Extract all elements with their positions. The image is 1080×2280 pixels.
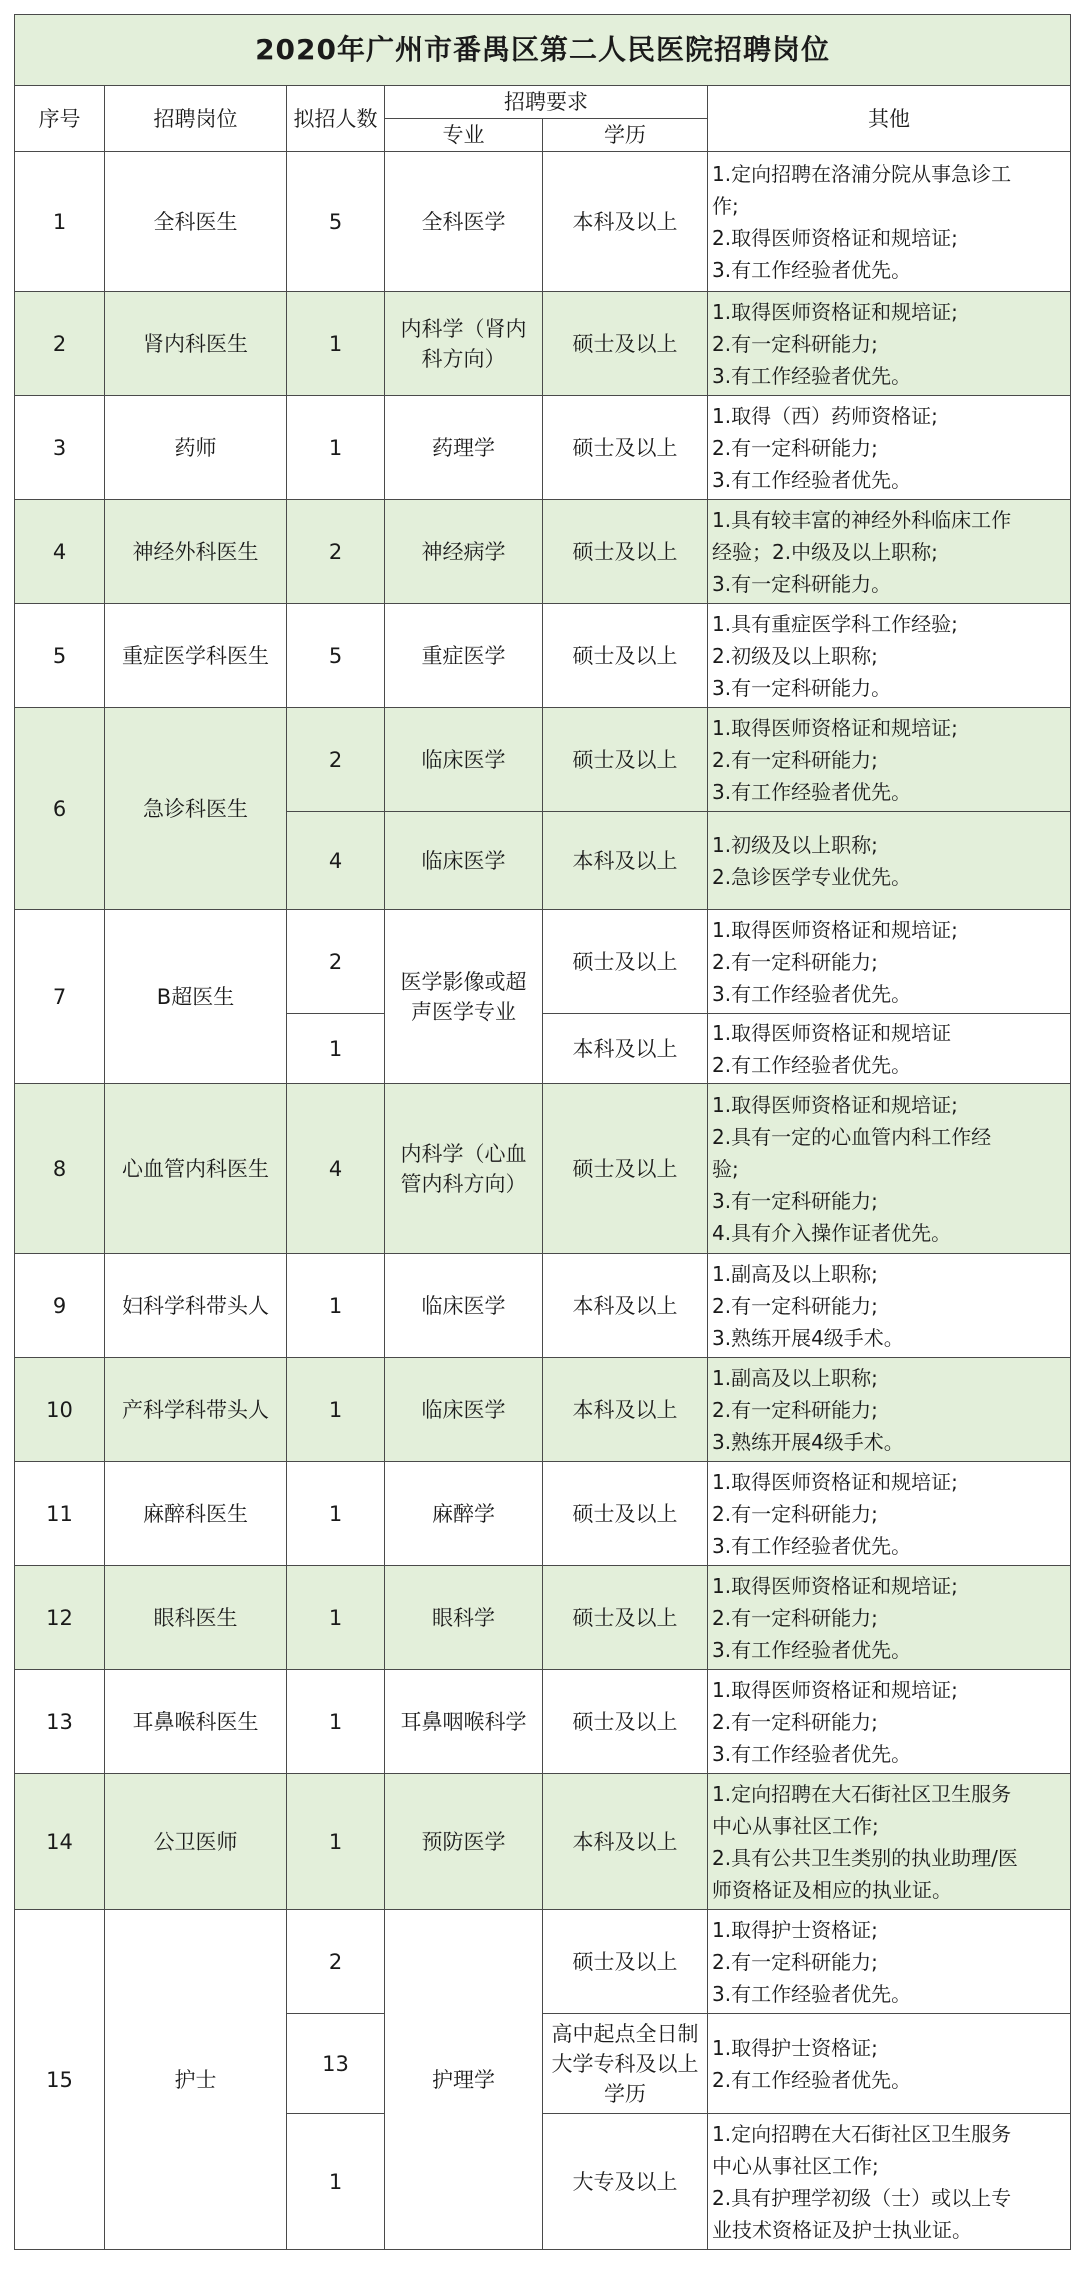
table-row [15, 1462, 1071, 1566]
table-row [15, 1910, 1071, 2014]
recruitment-sheet [14, 14, 1070, 2250]
table-row [15, 292, 1071, 396]
text-line: 管内科方向） [400, 1171, 527, 1196]
text-line: 声医学专业 [411, 999, 516, 1024]
row-major: 麻醉学 [385, 1462, 543, 1566]
row-education: 大专及以上 [543, 2114, 708, 2250]
row-other [708, 1014, 1071, 1084]
header-education: 学历 [543, 119, 708, 152]
row-education: 本科及以上 [543, 1358, 708, 1462]
text-line: 3.有一定科研能力; [712, 1188, 878, 1213]
row-count: 1 [287, 1566, 385, 1670]
text-line: 2.有一定科研能力; [712, 1709, 878, 1734]
text-line: 3.有工作经验者优先。 [712, 1637, 912, 1662]
text-line: 3.有工作经验者优先。 [712, 467, 912, 492]
text-line: 1.取得医师资格证和规培证; [712, 1092, 958, 1117]
text-line: 2.有一定科研能力; [712, 747, 878, 772]
table-row [15, 910, 1071, 1014]
row-no: 2 [15, 292, 105, 396]
table-row [15, 1254, 1071, 1358]
text-line: 2.有一定科研能力; [712, 1949, 878, 1974]
table-row [15, 500, 1071, 604]
text-line: 2.具有公共卫生类别的执业助理/医 [712, 1845, 1018, 1870]
text-line: 1.具有较丰富的神经外科临床工作 [712, 507, 1012, 532]
table-row [15, 708, 1071, 812]
row-major: 临床医学 [385, 812, 543, 910]
row-post: 产科学科带头人 [105, 1358, 287, 1462]
row-count: 2 [287, 1910, 385, 2014]
row-other [708, 152, 1071, 292]
text-line: 作; [712, 193, 739, 218]
text-line: 2.有一定科研能力; [712, 331, 878, 356]
table-row [15, 152, 1071, 292]
row-education: 硕士及以上 [543, 708, 708, 812]
text-line: 验; [712, 1156, 739, 1181]
row-education: 本科及以上 [543, 1014, 708, 1084]
row-post: 耳鼻喉科医生 [105, 1670, 287, 1774]
row-major: 药理学 [385, 396, 543, 500]
row-other [708, 1670, 1071, 1774]
row-post: 麻醉科医生 [105, 1462, 287, 1566]
row-no: 13 [15, 1670, 105, 1774]
row-other [708, 910, 1071, 1014]
row-major: 全科医学 [385, 152, 543, 292]
text-line: 1.取得医师资格证和规培证; [712, 1573, 958, 1598]
row-major: 临床医学 [385, 1254, 543, 1358]
row-count: 2 [287, 910, 385, 1014]
text-line: 2.急诊医学专业优先。 [712, 864, 912, 889]
text-line: 1.取得（西）药师资格证; [712, 403, 938, 428]
text-line: 3.有工作经验者优先。 [712, 779, 912, 804]
text-line: 1.取得医师资格证和规培证 [712, 1020, 952, 1045]
row-education: 硕士及以上 [543, 500, 708, 604]
text-line: 3.有工作经验者优先。 [712, 257, 912, 282]
row-count: 5 [287, 152, 385, 292]
text-line: 2.有一定科研能力; [712, 1397, 878, 1422]
row-other [708, 1462, 1071, 1566]
row-post: 肾内科医生 [105, 292, 287, 396]
row-no: 1 [15, 152, 105, 292]
text-line: 2.有一定科研能力; [712, 1501, 878, 1526]
row-education: 硕士及以上 [543, 910, 708, 1014]
recruitment-table [14, 14, 1071, 2250]
row-no: 9 [15, 1254, 105, 1358]
row-education: 硕士及以上 [543, 292, 708, 396]
row-count: 4 [287, 1084, 385, 1254]
row-education: 硕士及以上 [543, 396, 708, 500]
row-post: 眼科医生 [105, 1566, 287, 1670]
text-line: 1.取得医师资格证和规培证; [712, 715, 958, 740]
table-row [15, 1084, 1071, 1254]
row-post: 神经外科医生 [105, 500, 287, 604]
row-major: 重症医学 [385, 604, 543, 708]
row-education: 本科及以上 [543, 1774, 708, 1910]
row-post: 急诊科医生 [105, 708, 287, 910]
text-line: 经验；2.中级及以上职称; [712, 539, 938, 564]
row-no: 5 [15, 604, 105, 708]
row-major [385, 910, 543, 1084]
row-education: 硕士及以上 [543, 604, 708, 708]
table-row [15, 1670, 1071, 1774]
text-line: 2.具有一定的心血管内科工作经 [712, 1124, 992, 1149]
row-no: 4 [15, 500, 105, 604]
text-line: 1.取得医师资格证和规培证; [712, 1677, 958, 1702]
row-count: 1 [287, 1254, 385, 1358]
text-line: 3.有一定科研能力。 [712, 571, 892, 596]
text-line: 4.具有介入操作证者优先。 [712, 1220, 952, 1245]
row-post: 重症医学科医生 [105, 604, 287, 708]
text-line: 3.有工作经验者优先。 [712, 1741, 912, 1766]
text-line: 3.有工作经验者优先。 [712, 363, 912, 388]
row-count: 1 [287, 396, 385, 500]
header-no: 序号 [15, 86, 105, 152]
row-post: 心血管内科医生 [105, 1084, 287, 1254]
row-other [708, 1910, 1071, 2014]
row-count: 1 [287, 1462, 385, 1566]
row-no: 12 [15, 1566, 105, 1670]
row-post: B超医生 [105, 910, 287, 1084]
row-no: 15 [15, 1910, 105, 2250]
row-other [708, 396, 1071, 500]
row-major [385, 292, 543, 396]
row-other [708, 2114, 1071, 2250]
text-line: 2.有工作经验者优先。 [712, 1052, 912, 1077]
text-line: 3.有一定科研能力。 [712, 675, 892, 700]
row-education: 硕士及以上 [543, 1462, 708, 1566]
row-major: 临床医学 [385, 1358, 543, 1462]
text-line: 大学专科及以上 [551, 2051, 699, 2076]
text-line: 1.取得医师资格证和规培证; [712, 299, 958, 324]
text-line: 1.具有重症医学科工作经验; [712, 611, 958, 636]
text-line: 2.具有护理学初级（士）或以上专 [712, 2185, 1012, 2210]
row-post: 药师 [105, 396, 287, 500]
row-count: 2 [287, 500, 385, 604]
table-row [15, 1774, 1071, 1910]
row-major: 预防医学 [385, 1774, 543, 1910]
text-line: 师资格证及相应的执业证。 [712, 1877, 952, 1902]
row-other [708, 1084, 1071, 1254]
row-post: 公卫医师 [105, 1774, 287, 1910]
row-education: 本科及以上 [543, 1254, 708, 1358]
text-line: 3.有工作经验者优先。 [712, 1981, 912, 2006]
row-other [708, 1358, 1071, 1462]
row-other [708, 1254, 1071, 1358]
row-no: 7 [15, 910, 105, 1084]
text-line: 1.取得护士资格证; [712, 2035, 878, 2060]
text-line: 3.有工作经验者优先。 [712, 981, 912, 1006]
table-row [15, 396, 1071, 500]
text-line: 医学影像或超 [400, 969, 527, 994]
row-post: 全科医生 [105, 152, 287, 292]
row-count: 1 [287, 2114, 385, 2250]
row-education: 硕士及以上 [543, 1670, 708, 1774]
header-major: 专业 [385, 119, 543, 152]
row-no: 10 [15, 1358, 105, 1462]
row-no: 3 [15, 396, 105, 500]
text-line: 1.初级及以上职称; [712, 832, 878, 857]
row-other [708, 708, 1071, 812]
row-count: 13 [287, 2014, 385, 2114]
text-line: 2.有一定科研能力; [712, 1605, 878, 1630]
table-row [15, 1358, 1071, 1462]
row-no: 14 [15, 1774, 105, 1910]
row-count: 1 [287, 1670, 385, 1774]
text-line: 学历 [604, 2081, 646, 2106]
header-other: 其他 [708, 86, 1071, 152]
row-count: 1 [287, 1014, 385, 1084]
text-line: 高中起点全日制 [551, 2021, 699, 2046]
text-line: 1.副高及以上职称; [712, 1365, 878, 1390]
row-other [708, 812, 1071, 910]
row-post: 护士 [105, 1910, 287, 2250]
text-line: 1.定向招聘在大石街社区卫生服务 [712, 2121, 1012, 2146]
row-education: 本科及以上 [543, 812, 708, 910]
row-count: 1 [287, 1774, 385, 1910]
text-line: 内科学（心血 [400, 1141, 527, 1166]
row-other [708, 1774, 1071, 1910]
row-major [385, 1084, 543, 1254]
row-other [708, 604, 1071, 708]
row-other [708, 2014, 1071, 2114]
row-no: 8 [15, 1084, 105, 1254]
text-line: 1.取得医师资格证和规培证; [712, 1469, 958, 1494]
table-row [15, 1566, 1071, 1670]
row-major: 眼科学 [385, 1566, 543, 1670]
row-count: 1 [287, 292, 385, 396]
row-no: 11 [15, 1462, 105, 1566]
row-post: 妇科学科带头人 [105, 1254, 287, 1358]
row-education: 本科及以上 [543, 152, 708, 292]
row-other [708, 1566, 1071, 1670]
row-education [543, 2014, 708, 2114]
row-major: 临床医学 [385, 708, 543, 812]
text-line: 内科学（肾内 [400, 316, 527, 341]
text-line: 2.有一定科研能力; [712, 435, 878, 460]
text-line: 2.初级及以上职称; [712, 643, 878, 668]
text-line: 1.副高及以上职称; [712, 1261, 878, 1286]
text-line: 2.取得医师资格证和规培证; [712, 225, 958, 250]
row-education: 硕士及以上 [543, 1084, 708, 1254]
row-other [708, 500, 1071, 604]
row-major: 神经病学 [385, 500, 543, 604]
row-education: 硕士及以上 [543, 1566, 708, 1670]
text-line: 3.熟练开展4级手术。 [712, 1325, 904, 1350]
row-no: 6 [15, 708, 105, 910]
row-count: 1 [287, 1358, 385, 1462]
text-line: 3.有工作经验者优先。 [712, 1533, 912, 1558]
table-row [15, 604, 1071, 708]
row-major: 耳鼻咽喉科学 [385, 1670, 543, 1774]
text-line: 1.定向招聘在大石街社区卫生服务 [712, 1781, 1012, 1806]
row-other [708, 292, 1071, 396]
text-line: 中心从事社区工作; [712, 1813, 879, 1838]
text-line: 科方向） [421, 346, 506, 371]
text-line: 2.有一定科研能力; [712, 949, 878, 974]
text-line: 1.定向招聘在洛浦分院从事急诊工 [712, 161, 1012, 186]
row-education: 硕士及以上 [543, 1910, 708, 2014]
text-line: 业技术资格证及护士执业证。 [712, 2217, 972, 2242]
text-line: 2.有工作经验者优先。 [712, 2067, 912, 2092]
text-line: 3.熟练开展4级手术。 [712, 1429, 904, 1454]
text-line: 1.取得护士资格证; [712, 1917, 878, 1942]
row-count: 4 [287, 812, 385, 910]
row-count: 5 [287, 604, 385, 708]
header-count: 拟招人数 [287, 86, 385, 152]
text-line: 1.取得医师资格证和规培证; [712, 917, 958, 942]
table-title: 2020年广州市番禺区第二人民医院招聘岗位 [15, 15, 1071, 86]
text-line: 2.有一定科研能力; [712, 1293, 878, 1318]
row-count: 2 [287, 708, 385, 812]
text-line: 中心从事社区工作; [712, 2153, 879, 2178]
header-requirements: 招聘要求 [385, 86, 708, 119]
row-major: 护理学 [385, 1910, 543, 2250]
header-post: 招聘岗位 [105, 86, 287, 152]
